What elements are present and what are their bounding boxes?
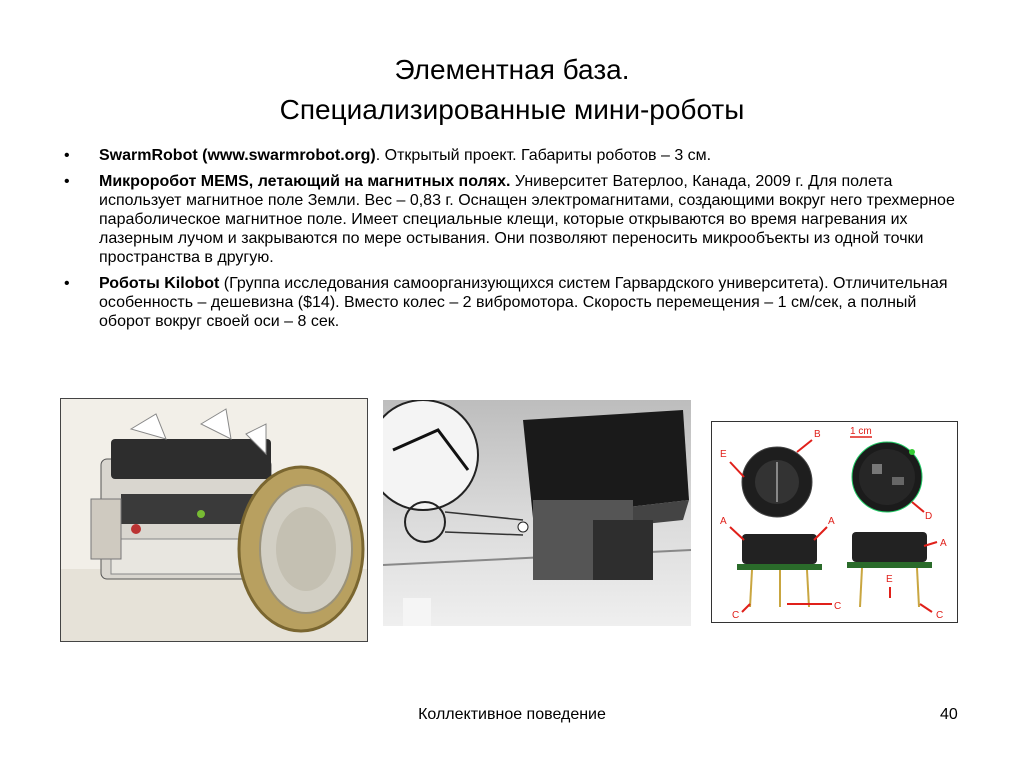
bullet-swarmrobot xyxy=(64,146,964,165)
bullet-bold: Микроробот MEMS, летающий на магнитных полях. xyxy=(99,173,511,190)
label-scale: 1 cm xyxy=(850,426,872,437)
label-b: B xyxy=(814,429,821,440)
bullet-symbol: • xyxy=(64,275,70,292)
label-a-3: A xyxy=(940,538,947,549)
label-c-3: C xyxy=(936,610,944,621)
bullet-text: (Группа исследования самоорганизующихся систем Гарвардского университета). Отличительная особенность – дешевизна ($14). Вместо колес – 2 вибромотора. Скорость перемещения – 1 см/сек, а полный оборот вокруг своей оси – 8 сек. xyxy=(99,275,948,330)
bullet-bold: SwarmRobot (www.swarmrobot.org) xyxy=(99,147,376,164)
bullet-bold: Роботы Kilobot xyxy=(99,275,220,292)
slide-footer: Коллективное поведение xyxy=(418,706,606,723)
label-c-1: C xyxy=(732,610,740,621)
mems-microrobot-photo xyxy=(383,400,691,626)
label-c-2: C xyxy=(834,601,842,612)
mems-illustration xyxy=(383,400,691,626)
swarmrobot-illustration xyxy=(61,399,367,641)
bullet-text: . Открытый проект. Габариты роботов – 3 см. xyxy=(375,147,712,164)
bullet-symbol: • xyxy=(64,147,70,164)
label-a-2: A xyxy=(828,516,835,527)
bullet-kilobot xyxy=(64,274,964,331)
label-d: D xyxy=(925,511,933,522)
label-a-1: A xyxy=(720,516,727,527)
bullet-mems xyxy=(64,172,964,267)
kilobot-diagram xyxy=(711,421,958,623)
bullet-symbol: • xyxy=(64,173,70,190)
bullet-list xyxy=(64,146,964,338)
slide-title xyxy=(0,50,1024,130)
swarmrobot-photo xyxy=(60,398,368,642)
label-e-2: E xyxy=(886,574,893,585)
bullet-text: Университет Ватерлоо, Канада, 2009 г. Для полета использует магнитное поле Земли. Вес – 0,83 г. Оснащен электромагнитами, создающими вокруг него трехмерное параболическое магнитное поле. Имеет специальные клещи, которые открываются во время нагревания их лазерным лучом и закрываются по мере остывания. Они позволяют переносить микрообъекты из одной точки пространства в другую. xyxy=(99,173,955,266)
page-number: 40 xyxy=(940,706,958,723)
kilobot-illustration xyxy=(712,422,957,622)
title-line-2: Специализированные мини-роботы xyxy=(279,94,745,125)
title-line-1: Элементная база. xyxy=(394,54,630,85)
label-e-1: E xyxy=(720,449,727,460)
